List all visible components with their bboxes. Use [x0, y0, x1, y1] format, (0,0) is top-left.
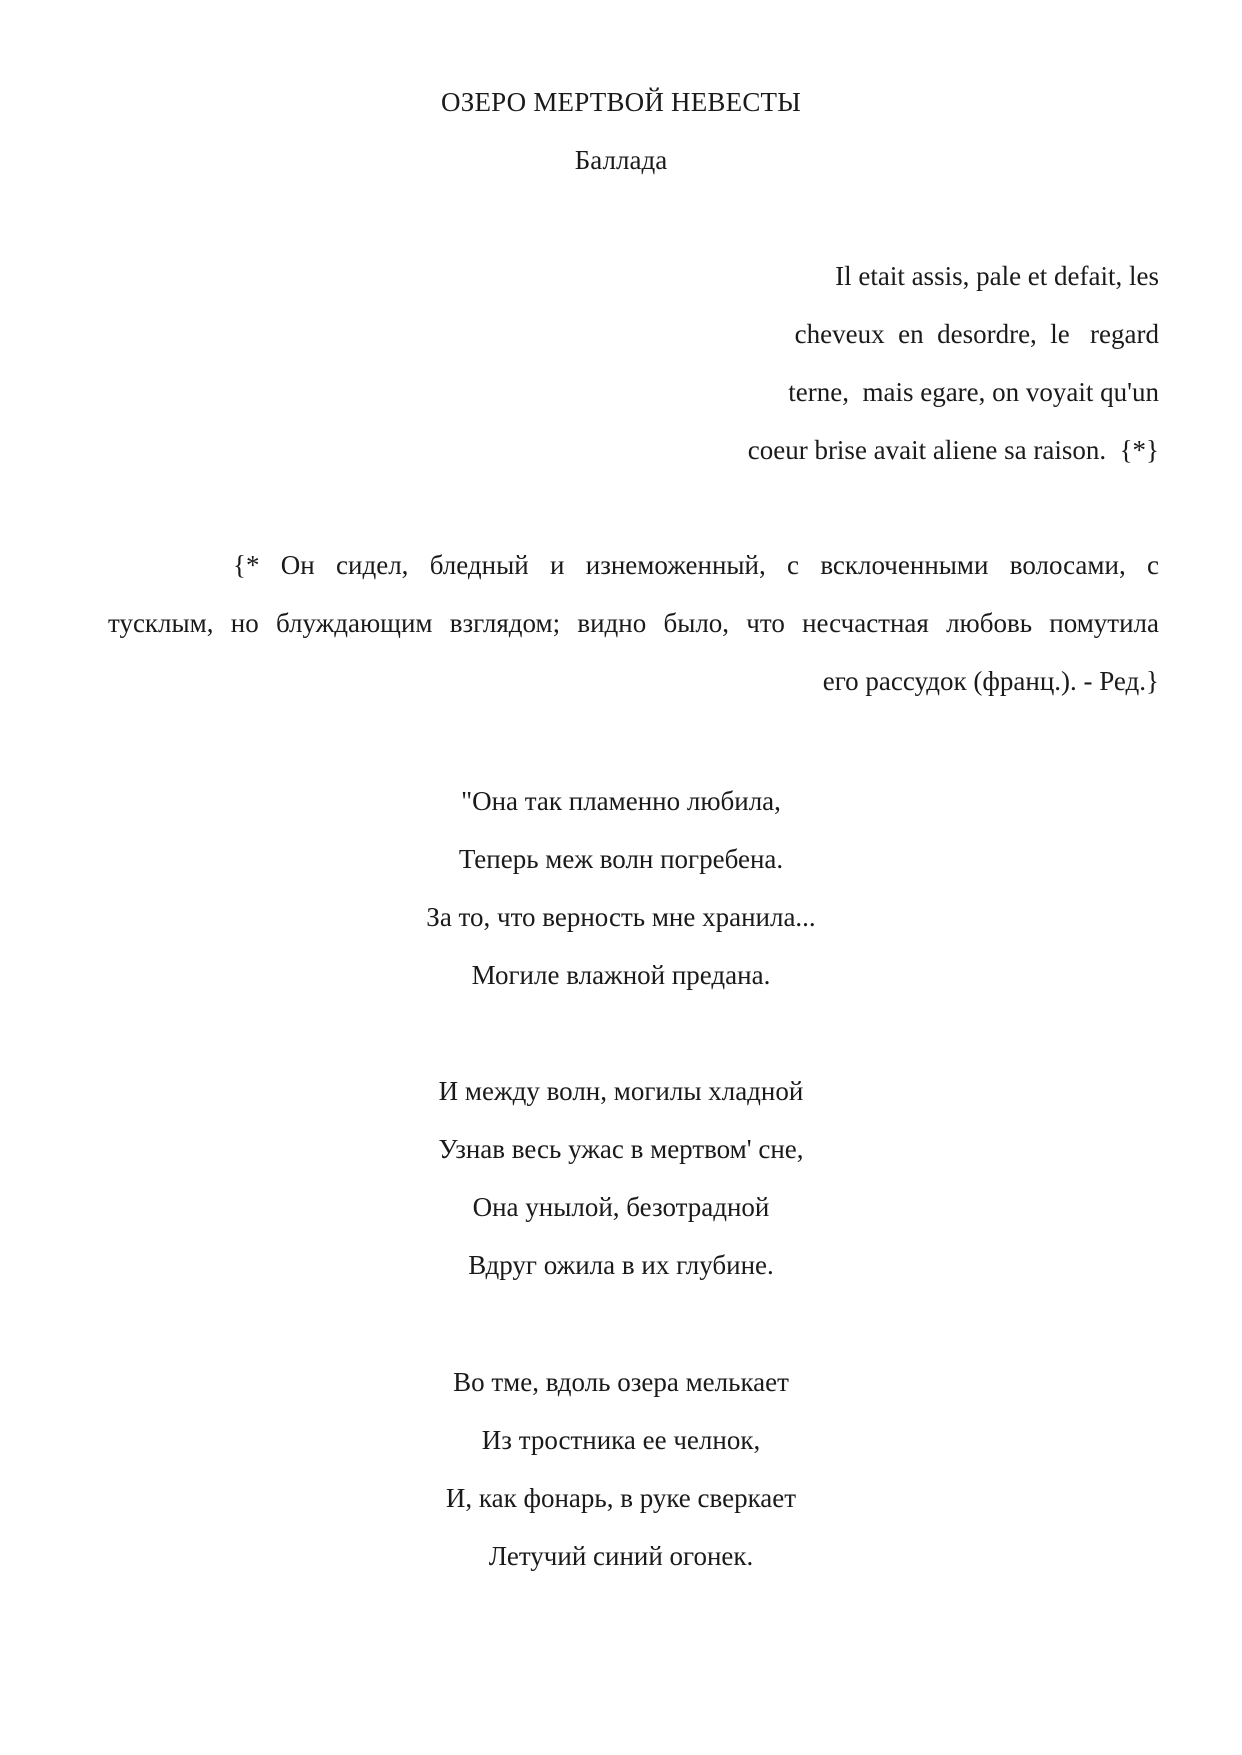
verse-line: И между волн, могилы хладной [438, 1076, 804, 1106]
verse-line: Вдруг ожила в их глубине. [468, 1250, 774, 1280]
verse-line: Из тростника ее челнок, [481, 1425, 761, 1455]
verse-line: Она унылой, безотрадной [472, 1192, 770, 1222]
epigraph [699, 258, 1159, 490]
translation-note [108, 547, 1159, 721]
verse-line: И, как фонарь, в руке сверкает [445, 1483, 797, 1513]
translation-line: {* Он сидел, бледный и изнеможенный, с всклоченными волосами, с [233, 550, 1159, 580]
verse-line: За то, что верность мне хранила... [426, 902, 816, 932]
poem-subtitle: Баллада [574, 145, 668, 175]
verse-line: Летучий синий огонек. [488, 1541, 754, 1571]
stanza-2 [0, 1073, 1242, 1305]
verse-line: Теперь меж волн погребена. [458, 844, 784, 874]
epigraph-line: cheveux en desordre, le regard [794, 319, 1159, 349]
epigraph-line: Il etait assis, pale et defait, les [835, 261, 1159, 291]
verse-line: "Она так пламенно любила, [461, 786, 781, 816]
verse-line: Могиле влажной предана. [471, 960, 771, 990]
verse-line: Во тме, вдоль озера мелькает [453, 1367, 789, 1397]
stanza-3 [0, 1364, 1242, 1596]
epigraph-line: terne, mais egare, on voyait qu'un [788, 377, 1159, 407]
epigraph-line: coeur brise avait aliene sa raison. {*} [747, 435, 1159, 465]
poem-title: ОЗЕРО МЕРТВОЙ НЕВЕСТЫ [441, 87, 801, 117]
stanza-1 [0, 783, 1242, 1015]
translation-line: его рассудок (франц.). - Ред.} [822, 666, 1159, 696]
verse-line: Узнав весь ужас в мертвом' сне, [438, 1134, 804, 1164]
translation-line: тусклым, но блуждающим взглядом; видно было, что несчастная любовь помутила [108, 608, 1159, 638]
